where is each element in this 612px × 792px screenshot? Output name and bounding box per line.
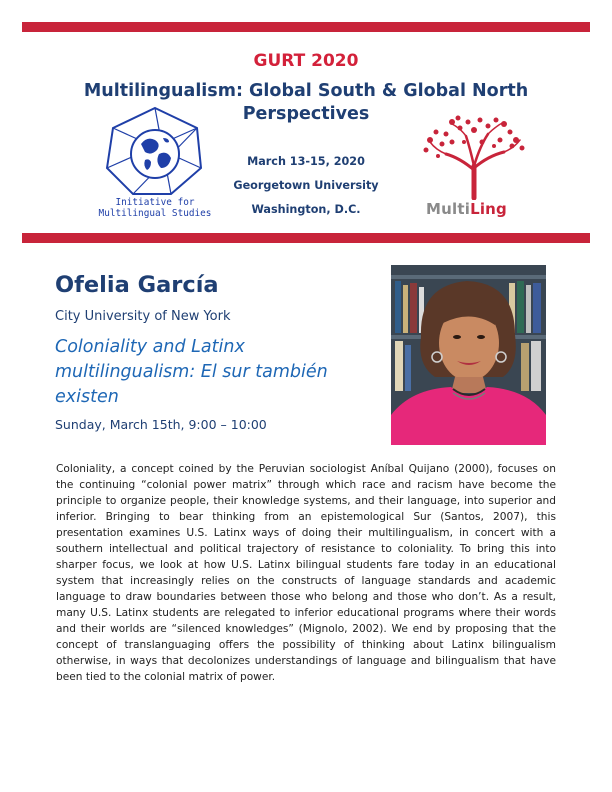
speaker-affiliation: City University of New York (55, 309, 231, 324)
speaker-photo (391, 265, 546, 445)
multiling-logo (416, 114, 532, 220)
event-title: GURT 2020 (253, 51, 359, 71)
bottom-divider-bar (22, 233, 590, 243)
abstract-text: Coloniality, a concept coined by the Peruvian sociologist Aníbal Quijano (2000), focuses on the continuing “colonial power matrix” through which race and racism have become the principle to organize people, their knowledge systems, and their language, into superior and inferior. Bringing to bear thinking from an epistemological Sur (Santos, 2007), this presentation examines U.S. Latinx ways of doing their multilingualism, in concert with a southern intellectual and political trajectory of resistance to coloniality. To bring this into sharper focus, we look at how U.S. Latinx bilingual students fare today in an educational system that increasingly relies on the constructs of language standards and academic language to draw boundaries between those who belong and those who don’t. As a result, many U.S. Latinx students are relegated to inferior educational programs where their words and their worlds are “silenced knowledges” (Mignolo, 2002). We end by proposing that the concept of translanguaging offers the possibility of thinking about Latinx bilingualism otherwise, in ways that decolonizes understandings of language and bilingualism that have been tied to the colonial matrix of power. (56, 463, 556, 683)
event-theme: Multilingualism: Global South & Global North Perspectives (83, 81, 529, 124)
ims-logo (96, 106, 214, 224)
speaker-name: Ofelia García (55, 272, 219, 298)
event-dates: March 13-15, 2020 (247, 155, 365, 168)
globe-icon (101, 106, 209, 198)
top-divider-bar (22, 22, 590, 32)
event-venue: Georgetown University (233, 179, 379, 192)
event-location: Washington, D.C. (251, 203, 361, 216)
tree-icon (416, 114, 532, 200)
talk-time: Sunday, March 15th, 9:00 – 10:00 (55, 417, 267, 432)
multiling-wordmark: MultiLing (426, 200, 507, 218)
event-details (200, 154, 412, 226)
talk-title: Coloniality and Latinx multilingualism: El sur también existen (55, 337, 328, 407)
ims-logo-label: Initiative for Multilingual Studies (98, 197, 212, 219)
